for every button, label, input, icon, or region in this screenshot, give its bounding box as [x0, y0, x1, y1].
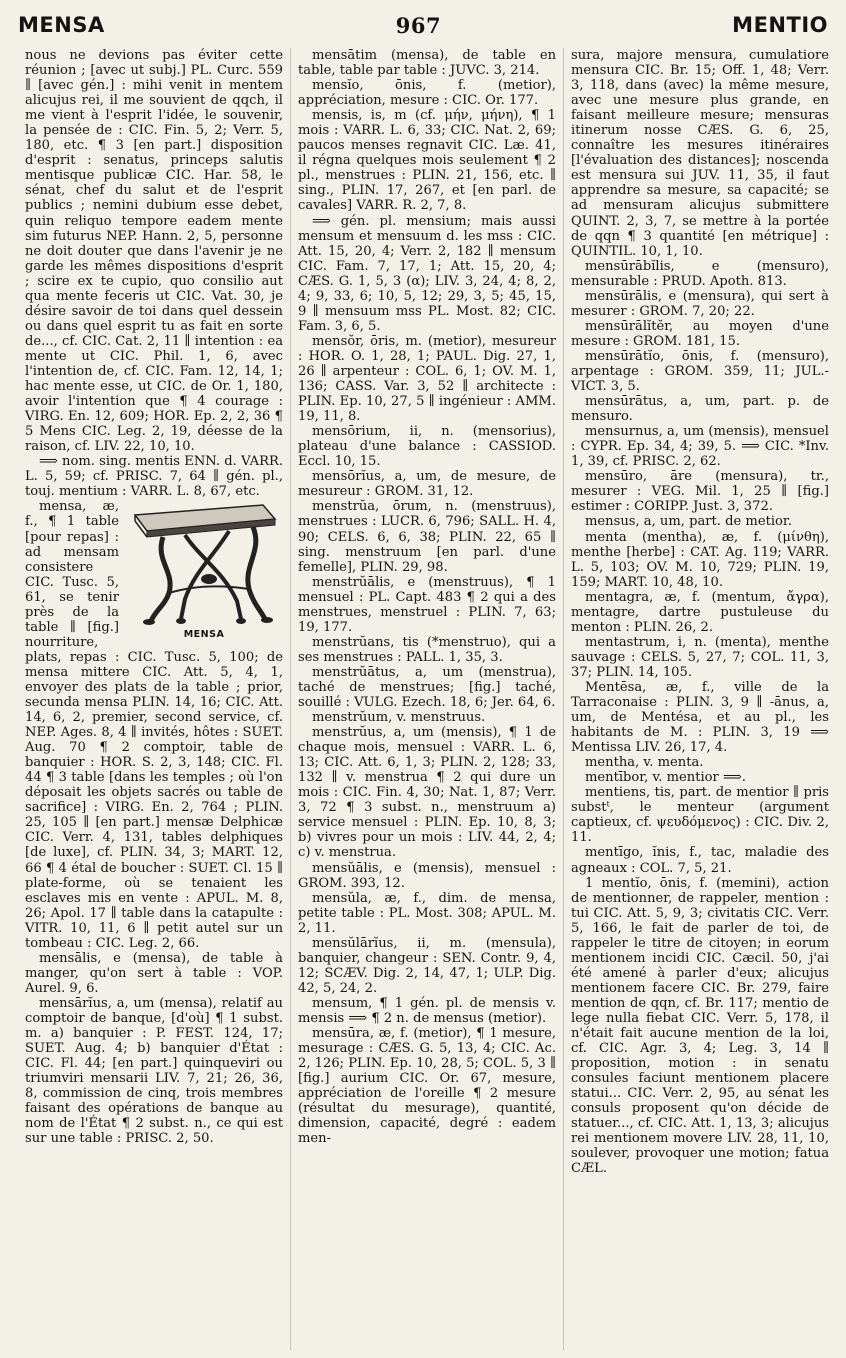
entry-paragraph: mentiens, tis, part. de mentior ∥ pris substᵗ, le menteur (argument captieux, cf. ψευδόμενος) : CIC. Div. 2, 11. [571, 785, 829, 846]
entry-paragraph: mensa, æ, f., ¶ 1 table [pour repas] : ad mensam consistere CIC. Tusc. 5, 61, se tenir près de la table ∥ [fig.] nourriture, plats, repas : CIC. Tusc. 5, 100; de mensa mittere CIC. Att. 5, 4, 1, envoyer des plats de la table ; prior, secunda mensa PLIN. 14, 16; CIC. Att. 14, 6, 2, premier, second service, cf. NEP. Ages. 8, 4 ∥ invités, hôtes : SUET. Aug. 70 ¶ 2 comptoir, table de banquier : HOR. S. 2, 3, 148; CIC. Fl. 44 ¶ 3 table [dans les temples ; où l'on déposait les objets sacrés ou table de sacrifice] : VIRG. En. 2, 764 ; PLIN. 25, 105 ∥ [en part.] mensæ Delphicæ CIC. Verr. 4, 131, tables delphiques [de luxe], cf. PLIN. 34, 3; MART. 12, 66 ¶ 4 étal de boucher : SUET. Cl. 15 ∥ plate-forme, où se tenaient les esclaves mis en vente : APUL. M. 8, 26; Apol. 17 ∥ table dans la catapulte : VITR. 10, 11, 6 ∥ petit autel sur un tombeau : CIC. Leg. 2, 66. [25, 499, 283, 951]
entry-paragraph: mensus, a, um, part. de metior. [585, 514, 792, 530]
header-right-headword: MENTIO [732, 13, 828, 37]
page-header [18, 8, 828, 42]
page-number: 967 [395, 12, 442, 38]
entry-paragraph: mensūrātus, a, um, part. p. de mensuro. [571, 394, 829, 425]
entry-paragraph: sura, majore mensura, cumulatiore mensura CIC. Br. 15; Off. 1, 48; Verr. 3, 118, dans (avec) la même mesure, avec une mesure plus grande, en faisant meilleure mesure; mensuras itinerum nosse CÆS. G. 6, 25, connaître les mesures itinéraires [l'évaluation des distances]; noscenda est mensura sui JUV. 11, 35, il faut apprendre sa mesure, sa capacité; se ad mensuram alicujus submittere QUINT. 2, 3, 7, se mettre à la portée de qqn ¶ 3 quantité [en métrique] : QUINTIL. 10, 1, 10. [571, 48, 829, 259]
entry-paragraph: mentagra, æ, f. (mentum, ἄγρα), mentagre, dartre pustuleuse du menton : PLIN. 26, 2. [571, 589, 829, 635]
entry-paragraph: menstrŭātus, a, um (menstrua), taché de menstrues; [fig.] taché, souillé : VULG. Ezech. 18, 6; Jer. 64, 6. [298, 664, 556, 711]
entry-paragraph: mensūrālis, e (mensura), qui sert à mesurer : GROM. 7, 20; 22. [571, 288, 829, 319]
entry-paragraph: mensālis, e (mensa), de table à manger, qu'on sert à table : VOP. Aurel. 9, 6. [25, 950, 283, 996]
table-illustration-icon [125, 501, 283, 629]
entry-paragraph: mensūra, æ, f. (metior), ¶ 1 mesure, mesurage : CÆS. G. 5, 13, 4; CIC. Ac. 2, 126; PLIN. Ep. 10, 28, 5; COL. 5, 3 ∥ [fig.] aurium CIC. Or. 67, mesure, appréciation de l'oreille ¶ 2 mesure (résultat du mesurage), quantité, dimension, capacité, degré : eadem men- [298, 1026, 556, 1147]
entry-paragraph: mentha, v. menta. [585, 755, 704, 771]
columns [18, 48, 836, 1350]
entry-paragraph: mensōrĭus, a, um, de mesure, de mesureur : GROM. 31, 12. [298, 469, 556, 500]
entry-paragraph: mentībor, v. mentior ⟹. [585, 770, 746, 786]
entry-paragraph: menstrŭus, a, um (mensis), ¶ 1 de chaque mois, mensuel : VARR. L. 6, 13; CIC. Att. 6, 1, 3; PLIN. 2, 128; 33, 132 ∥ v. menstrua ¶ 2 qui dure un mois : CIC. Fin. 4, 30; Nat. 1, 87; Verr. 3, 72 ¶ 3 subst. n., menstruum a) service mensuel : PLIN. Ep. 10, 8, 3; b) vivres pour un mois : LIV. 44, 2, 4; c) v. menstrua. [298, 725, 556, 861]
column-3 [563, 48, 836, 1350]
entry-paragraph: mensūrābĭlis, e (mensuro), mensurable : PRUD. Apoth. 813. [571, 258, 829, 289]
entry-paragraph: menstrŭa, ōrum, n. (menstruus), menstrues : LUCR. 6, 796; SALL. H. 4, 90; CELS. 6, 6, 38; PLIN. 22, 65 ∥ sing. menstruum [en parl. d'une femelle], PLIN. 29, 98. [298, 499, 556, 575]
header-left-headword: MENSA [18, 13, 105, 37]
entry-paragraph: mensūrālĭtĕr, au moyen d'une mesure : GROM. 181, 15. [571, 318, 829, 349]
entry-paragraph: mensĭo, ōnis, f. (metior), appréciation, mesure : CIC. Or. 177. [298, 78, 556, 109]
column-2 [290, 48, 563, 1350]
table-illustration [125, 501, 283, 640]
entry-paragraph: mensurnus, a, um (mensis), mensuel : CYPR. Ep. 34, 4; 39, 5. ⟹ CIC. *Inv. 1, 39, cf. PRISC. 2, 62. [571, 424, 829, 470]
entry-paragraph: mensūro, āre (mensura), tr., mesurer : VEG. Mil. 1, 25 ∥ [fig.] estimer : CORIPP. Just. 3, 372. [571, 469, 829, 515]
entry-paragraph: mensŭālis, e (mensis), mensuel : GROM. 393, 12. [298, 860, 556, 891]
entry-paragraph: mensūrātĭo, ōnis, f. (mensuro), arpentage : GROM. 359, 11; JUL.-VICT. 3, 5. [571, 348, 829, 395]
figure-caption: MENSA [183, 629, 225, 641]
column-1 [18, 48, 290, 1350]
entry-paragraph: mensōrium, ii, n. (mensorius), plateau d'une balance : CASSIOD. Eccl. 10, 15. [298, 424, 556, 470]
entry-paragraph: ⟹ gén. pl. mensium; mais aussi mensum et mensuum d. les mss : CIC. Att. 15, 20, 4; Verr. 2, 182 ∥ mensum CIC. Fam. 7, 17, 1; Att. 15, 20, 4; CÆS. G. 1, 5, 3 (α); LIV. 3, 24, 4; 8, 2, 4; 9, 33, 6; 10, 5, 12; 29, 3, 5; 45, 15, 9 ∥ mensuum mss PL. Most. 82; CIC. Fam. 3, 6, 5. [298, 213, 556, 334]
entry-paragraph: menstrŭālis, e (menstruus), ¶ 1 mensuel : PL. Capt. 483 ¶ 2 qui a des menstrues, menstruel : PLIN. 7, 63; 19, 177. [298, 574, 556, 635]
entry-paragraph: mentastrum, i, n. (menta), menthe sauvage : CELS. 5, 27, 7; COL. 11, 3, 37; PLIN. 14, 105. [571, 634, 829, 680]
entry-paragraph: mensŏr, ōris, m. (metior), mesureur : HOR. O. 1, 28, 1; PAUL. Dig. 27, 1, 26 ∥ arpenteur : COL. 6, 1; OV. M. 1, 136; CASS. Var. 3, 52 ∥ architecte : PLIN. Ep. 10, 27, 5 ∥ ingénieur : AMM. 19, 11, 8. [298, 333, 556, 425]
entry-paragraph: mensis, is, m (cf. μήν, μήνη), ¶ 1 mois : VARR. L. 6, 33; CIC. Nat. 2, 69; paucos menses regnavit CIC. Læ. 41, il régna quelques mois seulement ¶ 2 pl., menstrues : PLIN. 21, 156, etc. ∥ sing., PLIN. 17, 267, et [en parl. de cavales] VARR. R. 2, 7, 8. [298, 108, 556, 214]
entry-paragraph: mensārĭus, a, um (mensa), relatif au comptoir de banque, [d'où] ¶ 1 subst. m. a) banquier : P. FEST. 124, 17; SUET. Aug. 4; b) banquier d'État : CIC. Fl. 44; [en part.] quinqueviri ou triumviri mensarii LIV. 7, 21; 26, 36, 8, commission de cinq, trois membres faisant des opérations de banque au nom de l'État ¶ 2 subst. n., ce qui est sur une table : PRISC. 2, 50. [25, 995, 283, 1147]
entry-paragraph: mentīgo, ĭnis, f., tac, maladie des agneaux : COL. 7, 5, 21. [571, 845, 829, 876]
entry-paragraph: ⟹ nom. sing. mentis ENN. d. VARR. L. 5, 59; cf. PRISC. 7, 64 ∥ gén. pl., touj. mentium : VARR. L. 8, 67, etc. [25, 454, 283, 500]
entry-paragraph: menstrŭans, tis (*menstruo), qui a ses menstrues : PALL. 1, 35, 3. [298, 634, 556, 665]
entry-paragraph: menstrŭum, v. menstruus. [312, 710, 486, 726]
entry-paragraph: nous ne devions pas éviter cette réunion ; [avec ut subj.] PL. Curc. 559 ∥ [avec gén.] : mihi venit in mentem alicujus rei, il me souvient de qqch, il me vient à l'esprit l'idée, le souvenir, la pensée de : CIC. Fin. 5, 2; Verr. 5, 180, etc. ¶ 3 [en part.] disposition d'esprit : senatus, princeps salutis mentisque publicæ CIC. Har. 58, le sénat, chef du salut et de l'esprit publics ; nemini dubium esse debet, quin reliquo tempore eadem mente sim futurus NEP. Hann. 2, 5, personne ne doit douter que dans l'avenir je ne garde les mêmes dispositions d'esprit ; scire ex te cupio, quo consilio aut qua mente feceris ut CIC. Vat. 30, je désire savoir de toi dans quel dessein ou dans quel esprit tu as fait en sorte de..., cf. CIC. Cat. 2, 11 ∥ intention : ea mente ut CIC. Phil. 1, 6, avec l'intention de, cf. CIC. Fam. 12, 14, 1; hac mente esse, ut CIC. de Or. 1, 180, avoir l'intention que ¶ 4 courage : VIRG. En. 12, 609; HOR. Ep. 2, 2, 36 ¶ 5 Mens CIC. Leg. 2, 19, déesse de la raison, cf. LIV. 22, 10, 10. [25, 48, 283, 455]
entry-paragraph: menta (mentha), æ, f. (μίνθη), menthe [herbe] : CAT. Ag. 119; VARR. L. 5, 103; OV. M. 10, 729; PLIN. 19, 159; MART. 10, 48, 10. [571, 529, 829, 590]
entry-paragraph: mensum, ¶ 1 gén. pl. de mensis v. mensis ⟹ ¶ 2 n. de mensus (metior). [298, 995, 556, 1026]
entry-paragraph: mensŭla, æ, f., dim. de mensa, petite table : PL. Most. 308; APUL. M. 2, 11. [298, 890, 556, 936]
entry-paragraph: 1 mentĭo, ōnis, f. (memini), action de mentionner, de rappeler, mention : tui CIC. Att. 5, 9, 3; civitatis CIC. Verr. 5, 166, le fait de parler de toi, de rappeler le titre de citoyen; in eorum mentionem incidi CIC. Cæcil. 50, j'ai été amené à parler d'eux; alicujus mentionem facere CIC. Br. 279, faire mention de qqn, cf. Br. 117; mentio de lege nulla fiebat CIC. Verr. 5, 178, il n'était fait aucune mention de la loi, cf. CIC. Agr. 3, 4; Leg. 3, 14 ∥ proposition, motion : in senatu consules faciunt mentionem placere statui... CIC. Verr. 2, 95, au sénat les consuls proposent qu'on décide de statuer..., cf. CIC. Att. 1, 13, 3; alicujus rei mentionem movere LIV. 28, 11, 10, soulever, provoquer une motion; fatua CÆL. [571, 875, 829, 1177]
entry-paragraph: Mentēsa, æ, f., ville de la Tarraconaise : PLIN. 3, 9 ∥ -ānus, a, um, de Mentésa, et au pl., les habitants de M. : PLIN. 3, 19 ⟹ Mentissa LIV. 26, 17, 4. [571, 679, 829, 756]
entry-paragraph: mensātim (mensa), de table en table, table par table : JUVC. 3, 214. [298, 48, 556, 79]
entry-paragraph: mensŭlārĭus, ii, m. (mensula), banquier, changeur : SEN. Contr. 9, 4, 12; SCÆV. Dig. 2, 14, 47, 1; ULP. Dig. 42, 5, 24, 2. [298, 935, 556, 996]
